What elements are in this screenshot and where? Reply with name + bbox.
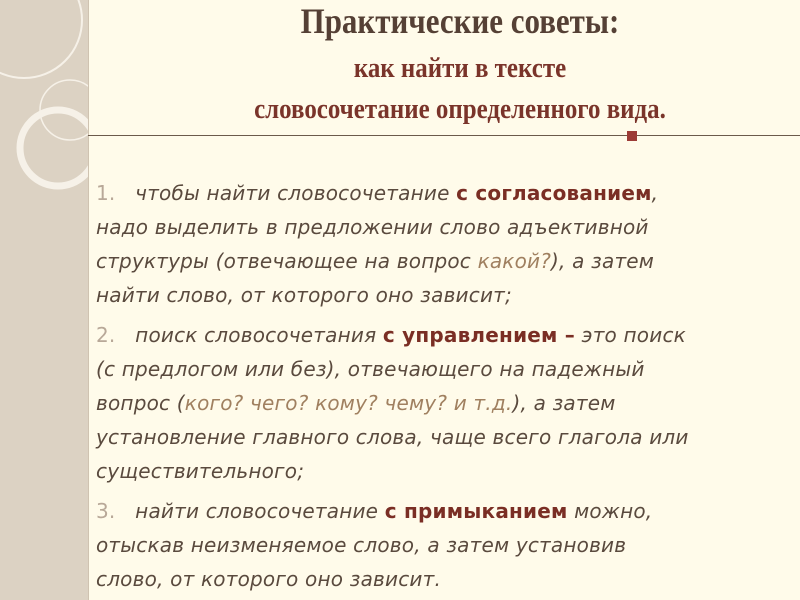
title-divider: [88, 135, 800, 136]
list-item: [96, 318, 800, 352]
item-text: ,: [651, 181, 659, 205]
item-line: слово, от которого оно зависит.: [96, 567, 442, 591]
item-text: ), а затем: [551, 249, 655, 273]
divider-accent-square: [627, 131, 637, 141]
item-text: поиск словосочетания: [135, 323, 377, 347]
item-text: чтобы найти словосочетание: [135, 181, 450, 205]
item-line: [96, 244, 800, 278]
item-number: 2.: [96, 323, 116, 347]
item-text: структуры (отвечающее на вопрос: [96, 249, 471, 273]
item-text: это поиск: [581, 323, 686, 347]
decorative-sidebar: [0, 0, 89, 600]
item-line: существительного;: [96, 459, 305, 483]
list-item: [96, 494, 800, 528]
item-text: можно,: [574, 499, 653, 523]
item-number: 3.: [96, 499, 116, 523]
item-line: отыскав неизменяемое слово, а затем установив: [96, 533, 627, 557]
item-line: надо выделить в предложении слово адъективной: [96, 215, 649, 239]
item-question: кого? чего? кому? чему? и т.д.: [184, 391, 513, 415]
item-line: установление главного слова, чаще всего глагола или: [96, 425, 689, 449]
tips-list: [96, 176, 800, 596]
list-item: [96, 176, 800, 210]
item-text: ), а затем: [512, 391, 616, 415]
item-emphasis: с примыканием: [384, 499, 568, 523]
item-line: [96, 386, 800, 420]
title-line-1: Практические советы:: [300, 1, 620, 41]
item-emphasis: с согласованием: [456, 181, 652, 205]
item-text: вопрос (: [96, 391, 185, 415]
item-number: 1.: [96, 181, 116, 205]
decorative-circles: [0, 0, 88, 600]
title-line-2: как найти в тексте: [353, 52, 567, 84]
item-question: какой?: [477, 249, 552, 273]
title-line-3: словосочетание определенного вида.: [254, 93, 666, 125]
item-line: найти слово, от которого оно зависит;: [96, 283, 512, 307]
item-line: (с предлогом или без), отвечающего на падежный: [96, 357, 645, 381]
item-emphasis: с управлением –: [382, 323, 575, 347]
item-text: найти словосочетание: [135, 499, 379, 523]
